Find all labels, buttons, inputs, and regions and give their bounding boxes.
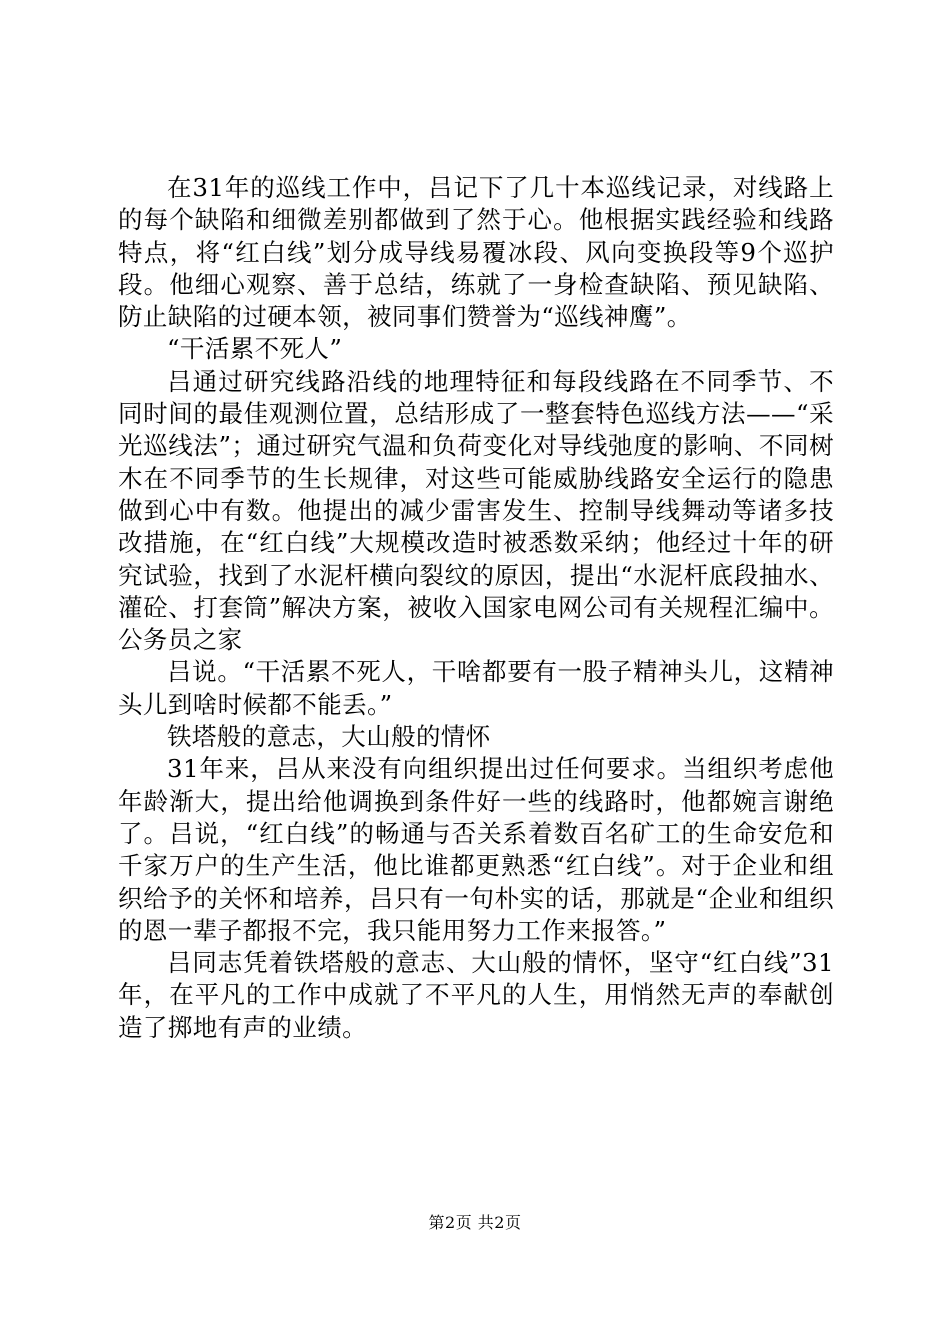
section-heading-iron-will: 铁塔般的意志，大山般的情怀 [167, 722, 491, 752]
document-body [118, 172, 834, 1044]
page-footer: 第2页 共2页 [428, 1213, 522, 1232]
paragraph-no-requests: 31年来，吕从来没有向组织提出过任何要求。当组织考虑他年龄渐大，提出给他调换到条件好一些的线路时，他都婉言谢绝了。吕说，“红白线”的畅通与否关系着数百名矿工的生命安危和千家万户的生产生活，他比谁都更熟悉“红白线”。对于企业和组织给予的关怀和培养，吕只有一句朴实的话，那就是“企业和组织的恩一辈子都报不完，我只能用努力工作来报答。” [118, 754, 834, 945]
paragraph-conclusion: 吕同志凭着铁塔般的意志、大山般的情怀，坚守“红白线”31年，在平凡的工作中成就了不平凡的人生，用悄然无声的奉献创造了掷地有声的业绩。 [118, 948, 834, 1042]
paragraph-patrol-records: 在31年的巡线工作中，吕记下了几十本巡线记录，对线路上的每个缺陷和细微差别都做到了然于心。他根据实践经验和线路特点，将“红白线”划分成导线易覆冰段、风向变换段等9个巡护段。他细心观察、善于总结，练就了一身检查缺陷、预见缺陷、防止缺陷的过硬本领，被同事们赞誉为“巡线神鹰”。 [118, 173, 834, 332]
paragraph-quote: 吕说。“干活累不死人，干啥都要有一股子精神头儿，这精神头儿到啥时候都不能丢。” [118, 657, 834, 719]
paragraph-patrol-methods: 吕通过研究线路沿线的地理特征和每段线路在不同季节、不同时间的最佳观测位置，总结形成了一整套特色巡线方法——“采光巡线法”；通过研究气温和负荷变化对导线弛度的影响、不同树木在不同季节的生长规律，对这些可能威胁线路安全运行的隐患做到心中有数。他提出的减少雷害发生、控制导线舞动等诸多技改措施，在“红白线”大规模改造时被悉数采纳；他经过十年的研究试验，找到了水泥杆横向裂纹的原因，提出“水泥杆底段抽水、灌砼、打套筒”解决方案，被收入国家电网公司有关规程汇编中。公务员之家 [118, 366, 834, 655]
section-heading-hard-work: “干活累不死人” [167, 334, 343, 364]
